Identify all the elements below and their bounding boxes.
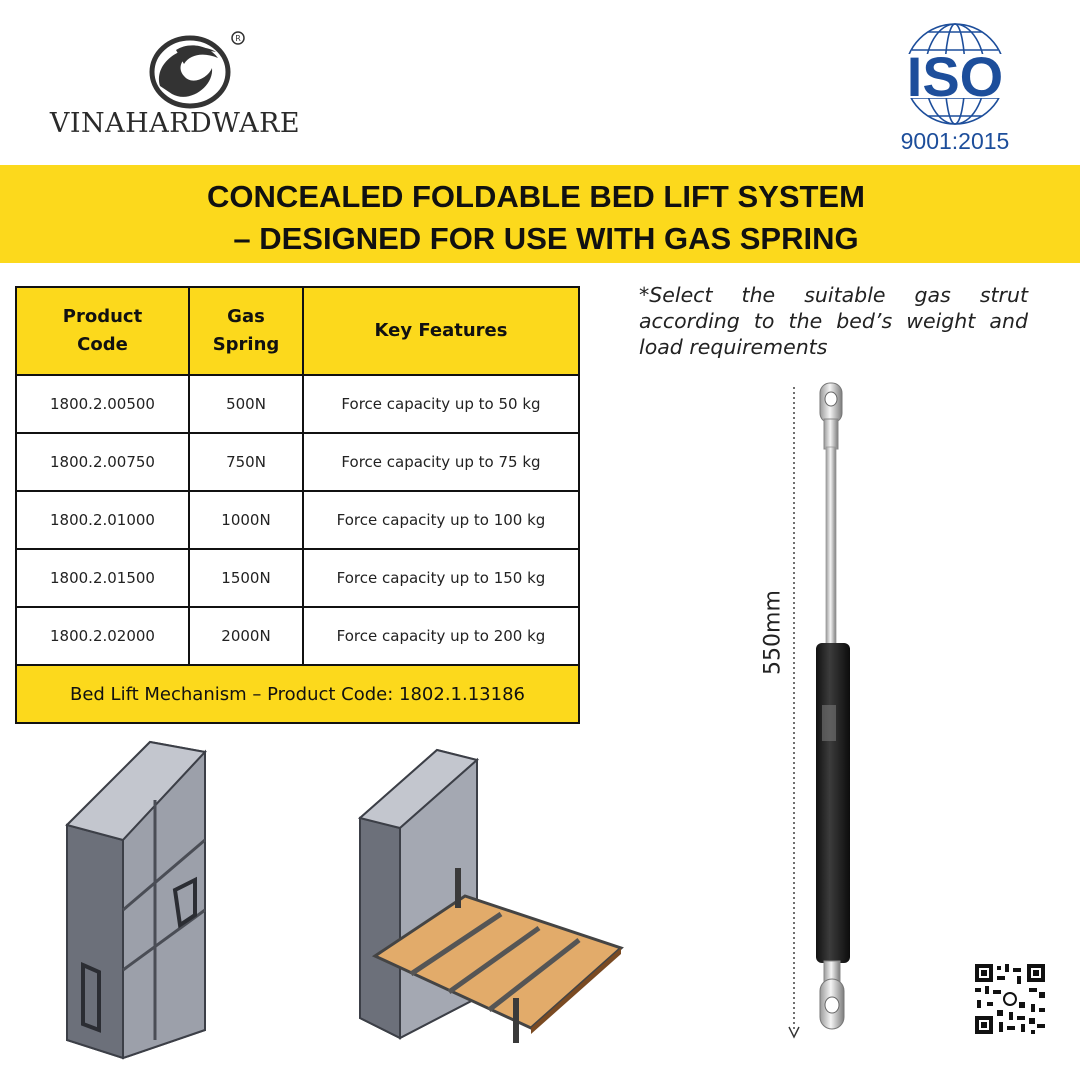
gas-spring-cell: 500N <box>189 375 303 433</box>
registered-mark: R <box>235 34 241 43</box>
brand-logo <box>40 28 310 138</box>
header-product-code: Product Code <box>16 287 189 375</box>
title-line-1: CONCEALED FOLDABLE BED LIFT SYSTEM <box>207 179 865 214</box>
open-bed-cabinet-image <box>355 748 630 1053</box>
product-code-cell: 1800.2.00750 <box>16 433 189 491</box>
table-header-row <box>16 287 579 375</box>
closed-bed-cabinet-image <box>55 740 225 1060</box>
iso-badge <box>880 22 1030 152</box>
product-code-cell: 1800.2.01500 <box>16 549 189 607</box>
iso-text: ISO <box>906 45 1004 108</box>
table-row <box>16 491 579 549</box>
brand-name: VINAHARDWARE <box>49 108 301 139</box>
key-feature-cell: Force capacity up to 100 kg <box>303 491 579 549</box>
key-feature-cell: Force capacity up to 50 kg <box>303 375 579 433</box>
key-feature-cell: Force capacity up to 200 kg <box>303 607 579 665</box>
qr-code-image <box>973 962 1047 1036</box>
spec-table <box>15 286 580 724</box>
table-footer-row <box>16 665 579 723</box>
brand-logo-icon <box>132 28 252 110</box>
length-value: 550mm <box>760 590 786 675</box>
title-banner <box>0 165 1080 263</box>
key-feature-cell: Force capacity up to 150 kg <box>303 549 579 607</box>
gas-spring-cell: 1000N <box>189 491 303 549</box>
header-key-features: Key Features <box>303 287 579 375</box>
key-feature-cell: Force capacity up to 75 kg <box>303 433 579 491</box>
table-row <box>16 433 579 491</box>
mechanism-code: Bed Lift Mechanism – Product Code: 1802.1.13186 <box>16 665 579 723</box>
gas-spring-cell: 1500N <box>189 549 303 607</box>
table-row <box>16 607 579 665</box>
product-code-cell: 1800.2.02000 <box>16 607 189 665</box>
iso-code: 9001:2015 <box>900 128 1010 154</box>
header-gas-spring: Gas Spring <box>189 287 303 375</box>
selection-note: *Select the suitable gas strut according to the bed’s weight and load requirements <box>639 283 1028 359</box>
gas-strut-image <box>740 375 880 1045</box>
table-row <box>16 375 579 433</box>
product-code-cell: 1800.2.00500 <box>16 375 189 433</box>
iso-globe-icon <box>880 22 1030 130</box>
product-code-cell: 1800.2.01000 <box>16 491 189 549</box>
gas-spring-cell: 750N <box>189 433 303 491</box>
gas-spring-cell: 2000N <box>189 607 303 665</box>
title-line-2: – DESIGNED FOR USE WITH GAS SPRING <box>233 221 859 256</box>
table-row <box>16 549 579 607</box>
